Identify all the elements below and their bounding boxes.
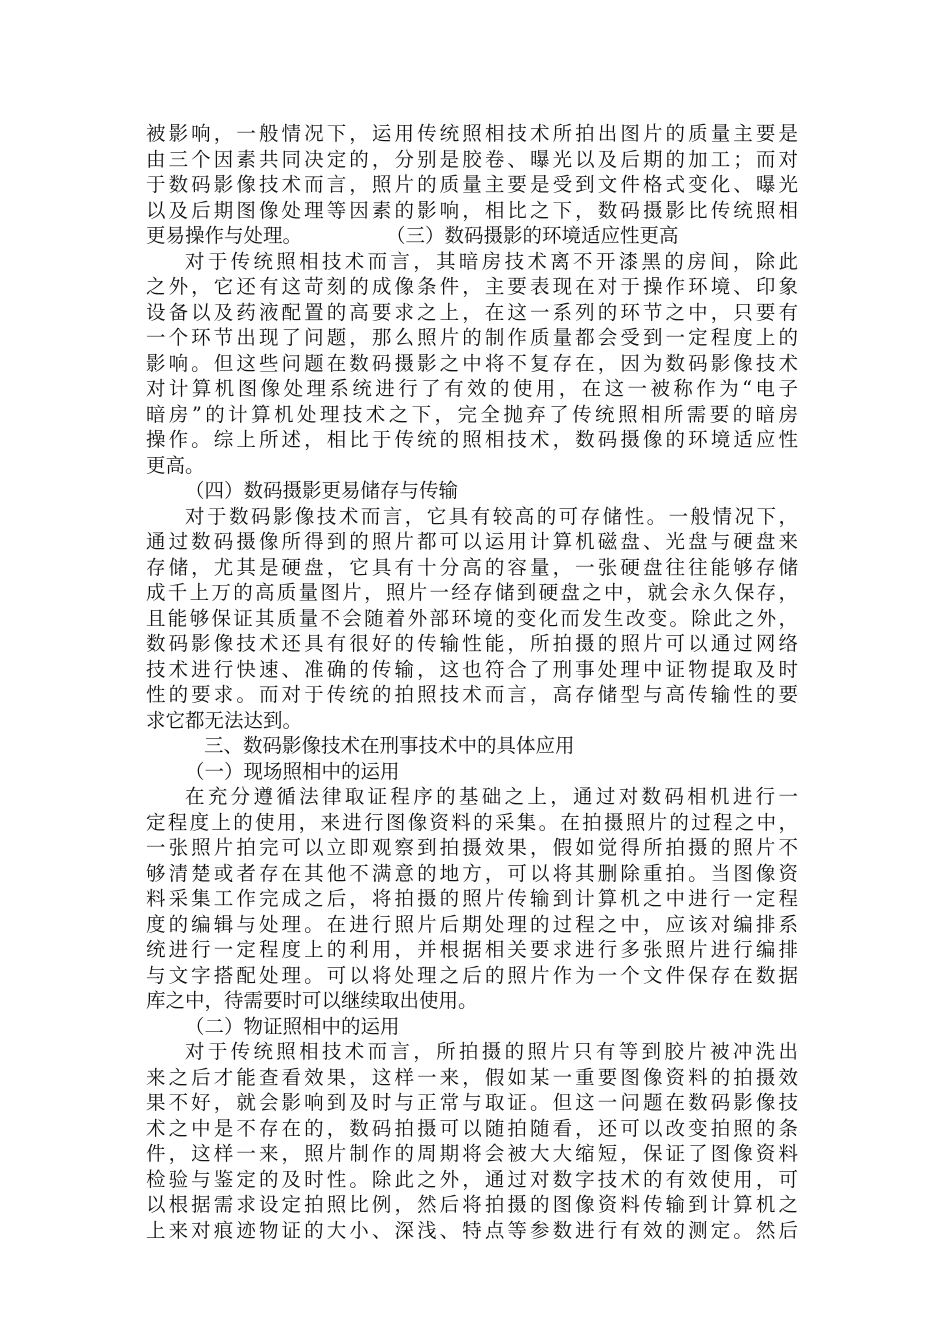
text-line: 被影响，一般情况下，运用传统照相技术所拍出图片的质量主要是 [146, 122, 798, 145]
text-line: 影响。但这些问题在数码摄影之中将不复存在，因为数码影像技术 [146, 351, 798, 375]
text-line: 一个环节出现了问题，那么照片的制作质量都会受到一定程度上的 [146, 326, 798, 349]
text-line: 检验与鉴定的及时性。除此之外，通过对数字技术的有效使用，可 [146, 1167, 798, 1191]
text-line: 对计算机图像处理系统进行了有效的使用，在这一被称作为“电子 [146, 377, 798, 400]
text-line: 技术进行快速、准确的传输，这也符合了刑事处理中证物提取及时 [146, 657, 798, 681]
text-line: 够清楚或者存在其他不满意的地方，可以将其删除重拍。当图像资 [146, 861, 798, 885]
text-line: 更高。 [146, 453, 205, 477]
text-line: 与文字搭配处理。可以将处理之后的照片作为一个文件保存在数据 [146, 963, 798, 987]
text-line: 通过数码摄像所得到的照片都可以运用计算机磁盘、光盘与硬盘来 [146, 530, 798, 553]
text-line: 件，这样一来，照片制作的周期将会被大大缩短，保证了图像资料 [146, 1142, 798, 1165]
document-page [146, 121, 798, 1243]
section-heading: （一）现场照相中的运用 [185, 759, 400, 783]
text-line: 由三个因素共同决定的，分别是胶卷、曝光以及后期的加工；而对 [146, 147, 798, 171]
section-heading: （三）数码摄影的环境适应性更高 [386, 224, 679, 247]
text-line: 以根据需求设定拍照比例，然后将拍摄的图像资料传输到计算机之 [146, 1193, 798, 1216]
text-line: 一张照片拍完可以立即观察到拍摄效果，假如觉得所拍摄的照片不 [146, 836, 798, 859]
paragraph-end-text: 更易操作与处理。 [146, 224, 303, 247]
text-line: 成千上万的高质量图片，照片一经存储到硬盘之中，就会永久保存， [146, 581, 798, 604]
text-line: 暗房”的计算机处理技术之下，完全抛弃了传统照相所需要的暗房 [146, 402, 798, 426]
section-heading: 三、数码影像技术在刑事技术中的具体应用 [204, 734, 575, 757]
text-line: 对于数码影像技术而言，它具有较高的可存储性。一般情况下， [185, 504, 798, 528]
text-line: 操作。综上所述，相比于传统的照相技术，数码摄像的环境适应性 [146, 428, 798, 451]
text-line: 以及后期图像处理等因素的影响，相比之下，数码摄影比传统照相 [146, 198, 798, 222]
text-line: 数码影像技术还具有很好的传输性能，所拍摄的照片可以通过网络 [146, 632, 798, 655]
section-heading: （四）数码摄影更易储存与传输 [185, 479, 459, 502]
text-line: 在充分遵循法律取证程序的基础之上，通过对数码相机进行一 [185, 785, 798, 808]
text-line: 术之中是不存在的，数码拍摄可以随拍随看，还可以改变拍照的条 [146, 1116, 798, 1140]
text-line: 来之后才能查看效果，这样一来，假如某一重要图像资料的拍摄效 [146, 1065, 798, 1089]
text-line: 对于传统照相技术而言，所拍摄的照片只有等到胶片被冲洗出 [185, 1040, 798, 1063]
text-line: 统进行一定程度上的利用，并根据相关要求进行多张照片进行编排 [146, 938, 798, 961]
text-line: 果不好，就会影响到及时与正常与取证。但这一问题在数码影像技 [146, 1091, 798, 1114]
text-line: 之外，它还有这苛刻的成像条件，主要表现在对于操作环境、印象 [146, 275, 798, 298]
text-line: 定程度上的使用，来进行图像资料的采集。在拍摄照片的过程之中， [146, 810, 798, 834]
text-line: 对于传统照相技术而言，其暗房技术离不开漆黑的房间，除此 [185, 249, 798, 273]
text-line: 性的要求。而对于传统的拍照技术而言，高存储型与高传输性的要 [146, 683, 798, 706]
text-line: 求它都无法达到。 [146, 708, 303, 732]
text-line: 且能够保证其质量不会随着外部环境的变化而发生改变。除此之外， [146, 606, 798, 630]
text-line: 上来对痕迹物证的大小、深浅、特点等参数进行有效的测定。然后 [146, 1218, 798, 1242]
text-line: 设备以及药液配置的高要求之上，在这一系列的环节之中，只要有 [146, 300, 798, 324]
text-line: 料采集工作完成之后，将拍摄的照片传输到计算机之中进行一定程 [146, 887, 798, 910]
text-line: 于数码影像技术而言，照片的质量主要是受到文件格式变化、曝光 [146, 173, 798, 196]
text-line [146, 223, 798, 249]
text-line: 存储，尤其是硬盘，它具有十分高的容量，一张硬盘往往能够存储 [146, 555, 798, 579]
text-line: 度的编辑与处理。在进行照片后期处理的过程之中，应该对编排系 [146, 912, 798, 936]
text-line: 库之中，待需要时可以继续取出使用。 [146, 989, 478, 1012]
section-heading: （二）物证照相中的运用 [185, 1014, 400, 1038]
